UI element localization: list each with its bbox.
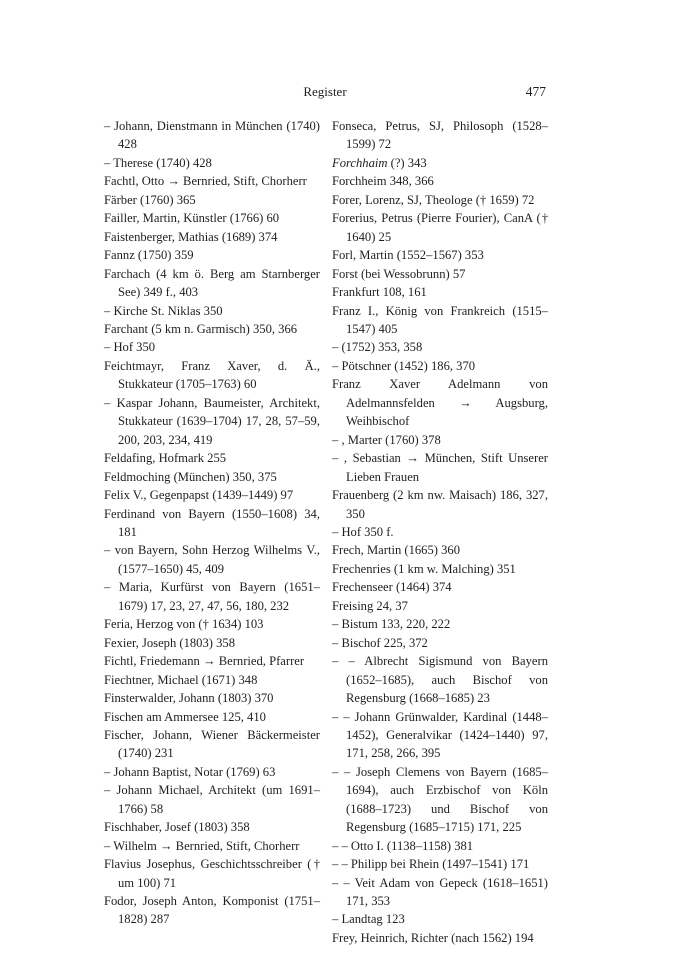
index-entry: Franz Xaver Adelmann von Adelmannsfelden → Augsburg, Weihbischof [332, 377, 548, 429]
index-entry: – Therese (1740) 428 [104, 155, 212, 170]
index-entry: Faistenberger, Mathias (1689) 374 [104, 229, 278, 244]
index-entry: – von Bayern, Sohn Herzog Wilhelms V., (1577–1650) 45, 409 [104, 543, 320, 576]
index-entry: Fonseca, Petrus, SJ, Philosoph (1528–1599) 72 [332, 119, 548, 152]
index-entry: – – Philipp bei Rhein (1497–1541) 171 [332, 857, 530, 872]
index-entry: – Kaspar Johann, Baumeister, Architekt, Stukkateur (1639–1704) 17, 28, 57–59, 200, 203, 234, 419 [104, 395, 320, 447]
index-entry: – Hof 350 f. [332, 524, 394, 539]
index-entry: – Bischof 225, 372 [332, 635, 428, 650]
index-entry: – (1752) 353, 358 [332, 340, 423, 355]
index-column-left [104, 117, 320, 929]
index-entry: Feichtmayr, Franz Xaver, d. Ä., Stukkateur (1705–1763) 60 [104, 358, 320, 392]
index-entry: Frechenseer (1464) 374 [332, 580, 452, 595]
index-entry: Farchach (4 km ö. Berg am Starnberger See) 349 f., 403 [104, 266, 320, 300]
index-entry: Fischen am Ammersee 125, 410 [104, 709, 266, 724]
index-entry: Freising 24, 37 [332, 598, 408, 613]
index-entry: – Johann, Dienstmann in München (1740) 428 [104, 119, 320, 152]
index-entry: – , Sebastian → München, Stift Unserer Lieben Frauen [332, 451, 548, 484]
index-entry: Frey, Heinrich, Richter (nach 1562) 194 [332, 930, 534, 945]
index-entry: Färber (1760) 365 [104, 192, 196, 207]
index-entry: – – Veit Adam von Gepeck (1618–1651) 171, 353 [332, 875, 548, 909]
index-entry: Forer, Lorenz, SJ, Theologe († 1659) 72 [332, 192, 535, 207]
index-entry: Flavius Josephus, Geschichtsschreiber († um 100) 71 [104, 857, 320, 890]
index-entry: – – Johann Grünwalder, Kardinal (1448–1452), Generalvikar (1424–1440) 97, 171, 258, 266, 395 [332, 709, 548, 761]
running-head: Register [303, 84, 347, 99]
index-entry: Forchheim 348, 366 [332, 174, 434, 189]
index-entry: Fachtl, Otto → Bernried, Stift, Chorherr [104, 174, 307, 189]
index-entry: – Maria, Kurfürst von Bayern (1651–1679) 17, 23, 27, 47, 56, 180, 232 [104, 580, 320, 613]
index-entry: Feldmoching (München) 350, 375 [104, 469, 277, 484]
index-entry: – Wilhelm → Bernried, Stift, Chorherr [104, 838, 300, 853]
index-entry: – – Joseph Clemens von Bayern (1685–1694), auch Erzbischof von Köln (1688–1723) und Bischof von Regensburg (1685–1715) 171, 225 [332, 764, 548, 835]
index-entry: Farchant (5 km n. Garmisch) 350, 366 [104, 321, 298, 336]
index-entry: – – Albrecht Sigismund von Bayern (1652–1685), auch Bischof von Regensburg (1668–1685) 23 [332, 654, 548, 706]
index-entry: Fischhaber, Josef (1803) 358 [104, 820, 250, 835]
index-entry: Frankfurt 108, 161 [332, 285, 427, 300]
index-entry: – Bistum 133, 220, 222 [332, 617, 451, 632]
index-entry: Fichtl, Friedemann → Bernried, Pfarrer [104, 654, 305, 669]
index-entry: Failler, Martin, Künstler (1766) 60 [104, 211, 280, 226]
index-entry: Felix V., Gegenpapst (1439–1449) 97 [104, 488, 294, 503]
index-entry: Frechenries (1 km w. Malching) 351 [332, 561, 516, 576]
index-entry: Fodor, Joseph Anton, Komponist (1751–1828) 287 [104, 894, 320, 927]
index-entry: Fiechtner, Michael (1671) 348 [104, 672, 258, 687]
index-entry: Feria, Herzog von († 1634) 103 [104, 617, 264, 632]
index-entry: Frauenberg (2 km nw. Maisach) 186, 327, 350 [332, 488, 548, 521]
index-entry: – – Otto I. (1138–1158) 381 [332, 838, 474, 853]
index-entry: – Kirche St. Niklas 350 [104, 303, 223, 318]
index-entry: Fischer, Johann, Wiener Bäckermeister (1740) 231 [104, 727, 320, 761]
index-entry: Fexier, Joseph (1803) 358 [104, 635, 236, 650]
index-entry: Franz I., König von Frankreich (1515–1547) 405 [332, 303, 548, 336]
index-entry: – Johann Baptist, Notar (1769) 63 [104, 764, 276, 779]
index-column-right [332, 117, 548, 947]
index-entry: – , Marter (1760) 378 [332, 432, 441, 447]
index-entry: – Landtag 123 [332, 912, 405, 927]
index-entry: Fannz (1750) 359 [104, 248, 194, 263]
index-entry: Forerius, Petrus (Pierre Fourier), CanA († 1640) 25 [332, 211, 548, 244]
index-entry: – Hof 350 [104, 340, 156, 355]
page-number: 477 [525, 84, 546, 99]
page-header [104, 84, 546, 104]
index-entry: – Pötschner (1452) 186, 370 [332, 358, 476, 373]
index-entry: Forst (bei Wessobrunn) 57 [332, 266, 466, 281]
index-entry: Ferdinand von Bayern (1550–1608) 34, 181 [104, 506, 320, 539]
index-entry: Feldafing, Hofmark 255 [104, 451, 227, 466]
index-entry: Forchhaim (?) 343 [332, 155, 427, 170]
index-entry: – Johann Michael, Architekt (um 1691–1766) 58 [104, 783, 320, 816]
index-entry: Frech, Martin (1665) 360 [332, 543, 461, 558]
index-entry: Forl, Martin (1552–1567) 353 [332, 248, 484, 263]
index-entry: Finsterwalder, Johann (1803) 370 [104, 691, 274, 706]
